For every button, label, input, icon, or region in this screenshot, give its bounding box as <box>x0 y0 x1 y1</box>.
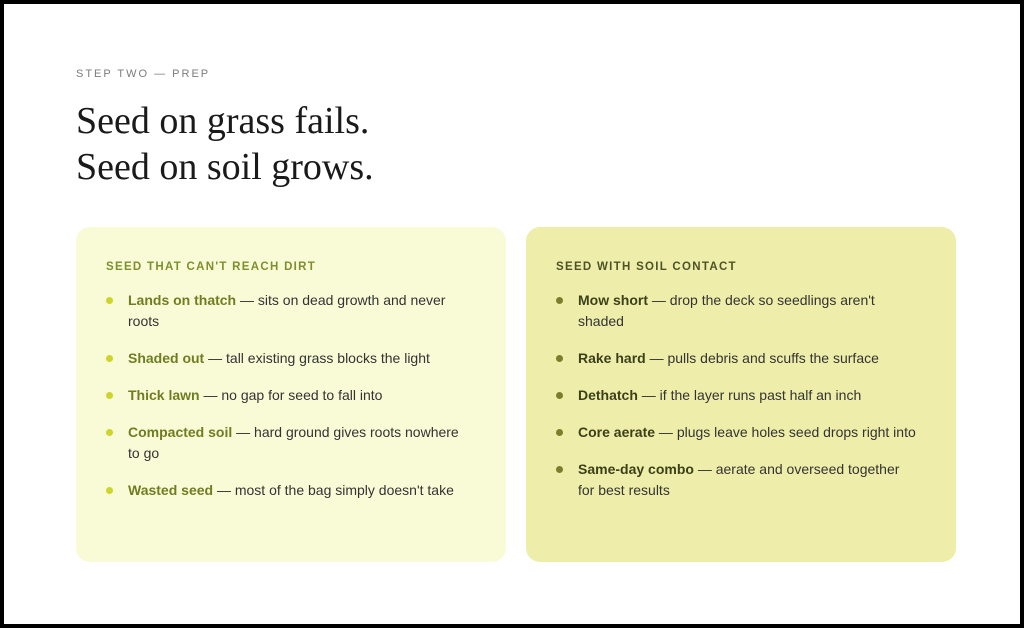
card-soil-contact <box>526 227 956 562</box>
item-term: Wasted seed <box>128 482 214 498</box>
item-description: — if the layer runs past half an inch <box>637 387 862 403</box>
headline <box>76 98 374 190</box>
item-term: Thick lawn <box>128 387 200 403</box>
list-item <box>556 348 926 369</box>
headline-line-2: Seed on soil grows. <box>76 146 374 188</box>
bullet-dot-icon <box>556 429 563 436</box>
card-no-soil-contact <box>76 227 506 562</box>
bullet-dot-icon <box>556 297 563 304</box>
list-item <box>106 422 476 464</box>
list-item <box>106 385 476 406</box>
item-term: Mow short <box>578 292 648 308</box>
headline-line-1: Seed on grass fails. <box>76 100 370 142</box>
item-description: — pulls debris and scuffs the surface <box>645 350 879 366</box>
item-description: — most of the bag simply doesn't take <box>213 482 454 498</box>
item-description: — sits on dead growth and never roots <box>128 292 446 329</box>
item-term: Same-day combo <box>578 461 694 477</box>
bullet-dot-icon <box>556 392 563 399</box>
item-description: — plugs leave holes seed drops right into <box>655 424 916 440</box>
list-item <box>106 348 476 369</box>
item-term: Dethatch <box>578 387 638 403</box>
list-item <box>556 385 926 406</box>
card-title: SEED THAT CAN'T REACH DIRT <box>106 261 317 273</box>
item-description: — aerate and overseed together for best results <box>578 461 900 498</box>
bullet-dot-icon <box>556 355 563 362</box>
item-term: Core aerate <box>578 424 656 440</box>
bullet-list <box>556 290 926 501</box>
bullet-dot-icon <box>106 487 113 494</box>
item-term: Shaded out <box>128 350 205 366</box>
list-item <box>106 480 476 501</box>
bullet-list <box>106 290 476 501</box>
item-term: Compacted soil <box>128 424 233 440</box>
bullet-dot-icon <box>556 466 563 473</box>
bullet-dot-icon <box>106 429 113 436</box>
list-item <box>556 290 926 332</box>
item-term: Lands on thatch <box>128 292 237 308</box>
item-description: — no gap for seed to fall into <box>199 387 383 403</box>
eyebrow-label: STEP TWO — PREP <box>76 68 211 80</box>
item-description: — drop the deck so seedlings aren't shaded <box>578 292 875 329</box>
bullet-dot-icon <box>106 355 113 362</box>
list-item <box>556 422 926 443</box>
item-term: Rake hard <box>578 350 646 366</box>
bullet-dot-icon <box>106 392 113 399</box>
item-description: — tall existing grass blocks the light <box>204 350 430 366</box>
list-item <box>106 290 476 332</box>
card-title: SEED WITH SOIL CONTACT <box>556 261 737 273</box>
list-item <box>556 459 926 501</box>
bullet-dot-icon <box>106 297 113 304</box>
item-description: — hard ground gives roots nowhere to go <box>128 424 459 461</box>
